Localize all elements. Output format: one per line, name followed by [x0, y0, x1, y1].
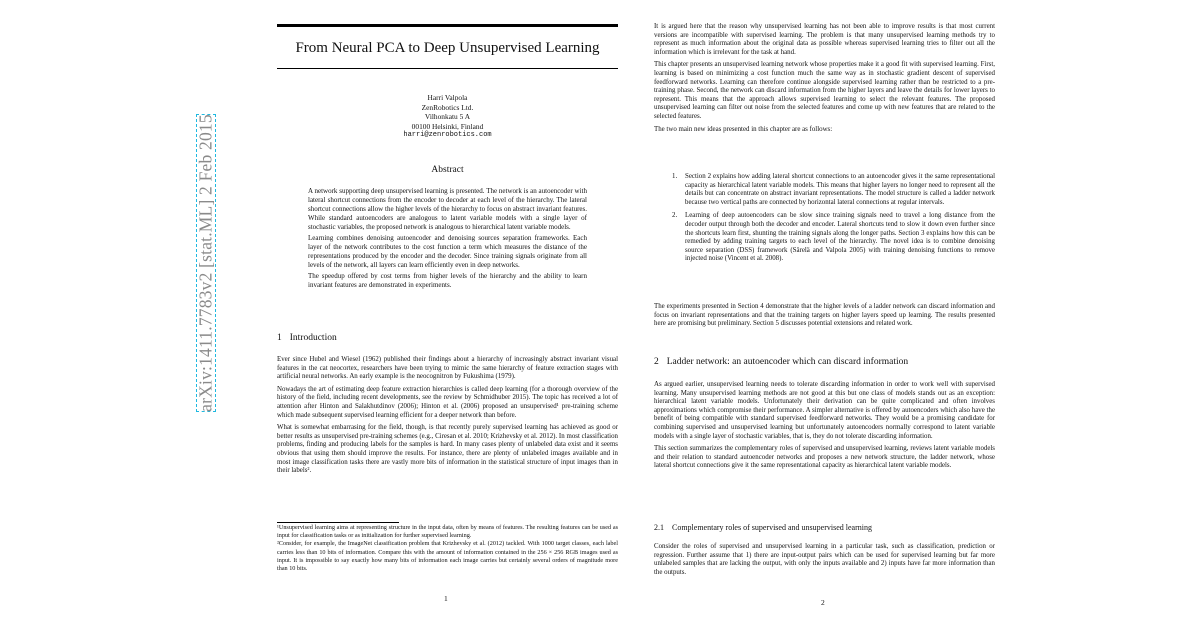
page-number: 1 [444, 594, 448, 603]
arxiv-identifier-text: arXiv:1411.7783v2 [stat.ML] 2 Feb 2015 [195, 114, 216, 412]
list-item [654, 173, 995, 207]
paper-title: From Neural PCA to Deep Unsupervised Learning [295, 40, 600, 56]
list-item [654, 212, 995, 264]
title-bottom-rule [277, 68, 618, 69]
page-2 [636, 0, 1200, 628]
body-paragraph: The experiments presented in Section 4 demonstrate that the higher levels of a ladder network can discard information and focus on invariant representations and that the training targets on higher layers speed up learning. The results presented here are promising but preliminary. Section 5 discusses potential extensions and related work. [654, 303, 995, 328]
subsection-title: Complementary roles of supervised and unsupervised learning [672, 523, 872, 532]
author-org: ZenRobotics Ltd. [421, 102, 474, 112]
arxiv-identifier-stamp[interactable] [196, 114, 216, 412]
list-item-text: Section 2 explains how adding lateral shortcut connections to an autoencoder gives it the same representational capacity as hierarchical latent variable models. This means that higher layers no longer need to represent all the details but can concentrate on abstract invariant representations. The model structure is called a ladder network because two vertical paths are connected by horizontal lateral connections at regular intervals. [685, 173, 995, 206]
author-name: Harri Valpola [427, 93, 468, 102]
abstract-paragraph: Learning combines denoising autoencoder and denoising sources separation frameworks. Each layer of the network contributes to the cost function a term which measures the distance of the representations produced by the encoder and the decoder. Since training signals originate from all levels of the network, all layers can learn efficiently even in deep networks. [308, 233, 587, 270]
footnote-rule [277, 522, 399, 523]
section-2-body [654, 381, 995, 475]
body-paragraph: Consider the roles of supervised and unsupervised learning in a particular task, such as classification, prediction or regression. Further assume that 1) there are input-output pairs which can be used for supervised learning but far more unlabeled samples that are lacking the output, with only the inputs available and 2) inputs have far more information than the outputs. [654, 543, 995, 576]
section-number: 1 [277, 333, 282, 343]
section-title: Introduction [289, 333, 337, 343]
abstract-body [308, 187, 587, 292]
abstract-heading: Abstract [431, 165, 464, 175]
experiments-paragraph [654, 303, 995, 333]
author-street: Vilhonkatu 5 A [424, 112, 471, 122]
footnote: ¹Unsupervised learning aims at representing structure in the input data, often by means of features. The resulting features can be used as input for classification tasks or as initialization for further supervised learning. [277, 524, 618, 540]
body-paragraph: As argued earlier, unsupervised learning needs to tolerate discarding information in order to work well with supervised learning. Many unsupervised learning methods are not good at this but one class of models stands out as an exception: hierarchical latent variable models. Unfortunately their derivation can be quite complicated and often involves approximations which compromise their performance. A simpler alternative is offered by autoencoders which also have the benefit of being compatible with standard supervised feedforward networks. They would be a promising candidate for combining supervised and unsupervised learning but unfortunately autoencoders normally correspond to latent variable models with a single layer of stochastic variables, that is, they do not tolerate discarding information. [654, 381, 995, 440]
footnote: ²Consider, for example, the ImageNet classification problem that Krizhevsky et al. (2012) tackled. With 1000 target classes, each label carries less than 10 bits of information. Compare this with the amount of information contained in the 256 × 256 RGB images used as input. It is impossible to say exactly how many bits of information each image carries but certainly several orders of magnitude more than 10 bits. [277, 540, 618, 573]
subsection-2-1-heading [654, 523, 872, 532]
abstract-paragraph: The speedup offered by cost terms from higher levels of the hierarchy and the ability to learn invariant features are demonstrated in experiments. [308, 271, 587, 289]
section-title: Ladder network: an autoencoder which can discard information [666, 357, 909, 367]
page-2-intro [654, 23, 995, 138]
author-city: 00100 Helsinki, Finland [411, 121, 484, 131]
section-1-body [277, 356, 618, 480]
section-2-heading [654, 357, 908, 367]
list-item-label: 2. [672, 212, 678, 220]
subsection-2-1-body [654, 543, 995, 581]
title-top-rule [277, 24, 618, 27]
contributions-list [654, 173, 995, 269]
list-item-text: Learning of deep autoencoders can be slow since training signals need to travel a long distance from the decoder output through both the decoder and encoder. Lateral shortcuts tend to slow it down even further since the shortcuts learn first, shunting the training signals along the longer paths. Section 3 explains how this can be remedied by adding training targets to each level of the hierarchy. The novel idea is to combine denoising source separation (DSS) framework (Särelä and Valpola 2005) with training denoising functions to remove injected noise (Vincent et al. 2008). [685, 212, 995, 263]
author-block [277, 93, 618, 141]
body-paragraph: It is argued here that the reason why unsupervised learning has not been able to improve results is that most current versions are incompatible with supervised learning. The problem is that many unsupervised learning methods try to represent as much information about the original data as possible whereas supervised learning tries to filter out all the information which is irrelevant for the task at hand. [654, 23, 995, 56]
subsection-number: 2.1 [654, 523, 664, 532]
body-paragraph: What is somewhat embarrasing for the field, though, is that recently purely supervised learning has achieved as good or better results as unsupervised pre-training schemes (e.g., Ciresan et al. 2010; Krizhevsky et al. 2012). In most classification problems, finding and producing labels for the samples is hard. In many cases plenty of unlabeled data exist and it seems obvious that using them should improve the results. For instance, there are plenty of unlabeled images available and in most image classification tasks there are vastly more bits of information in the statistical structure of input images than in their labels². [277, 424, 618, 475]
footnotes [277, 524, 618, 573]
author-email[interactable]: harri@zenrobotics.com [403, 131, 492, 140]
body-paragraph: The two main new ideas presented in this chapter are as follows: [654, 125, 833, 133]
list-item-label: 1. [672, 173, 678, 180]
body-paragraph: This chapter presents an unsupervised learning network whose properties make it a good fit with supervised learning. First, learning is based on minimizing a cost function much the same way as in stochastic gradient descent of supervised feedforward networks. Learning can therefore continue alongside supervised learning rather than be restricted to a pre-training phase. Second, the network can discard information from the higher layers and leave the details for lower layers to represent. This means that the approach allows supervised learning to select the relevant features. The proposed unsupervised learning can filter out noise from the selected features and come up with new features that are related to the selected features. [654, 61, 995, 120]
section-1-heading [277, 333, 337, 343]
body-paragraph: Nowadays the art of estimating deep feature extraction hierarchies is called deep learning (for a thorough overview of the history of the field, including recent developments, see the review by Schmidhuber 2015). The topic has received a lot of attention after Hinton and Salakhutdinov (2006); Hinton et al. (2006) proposed an unsupervised¹ pre-training scheme which made subsequent supervised learning efficient for a deeper network than before. [277, 385, 618, 419]
page-number: 2 [821, 598, 825, 607]
abstract-paragraph: A network supporting deep unsupervised learning is presented. The network is an autoencoder with lateral shortcut connections from the encoder to decoder at each level of the hierarchy. The lateral shortcut connections allow the higher levels of the hierarchy to focus on abstract invariant features. While standard autoencoders are analogous to latent variable models with a single layer of stochastic variables, the proposed network is analogous to hierarchical latent variable models. [308, 187, 587, 232]
body-paragraph: This section summarizes the complementary roles of supervised and unsupervised learning, reviews latent variable models and their relation to standard autoencoder networks and proposes a new network structure, the ladder network, whose lateral shortcut connections give it the same representational capacity as hierarchical latent variable models. [654, 445, 995, 470]
section-number: 2 [654, 357, 659, 367]
body-paragraph: Ever since Hubel and Wiesel (1962) published their findings about a hierarchy of increasingly abstract invariant visual features in the cat neocortex, researchers have been trying to mimic the same hierarchy of feature extraction stages with artificial neural networks. An early example is the neocognitron by Fukushima (1979). [277, 356, 618, 381]
